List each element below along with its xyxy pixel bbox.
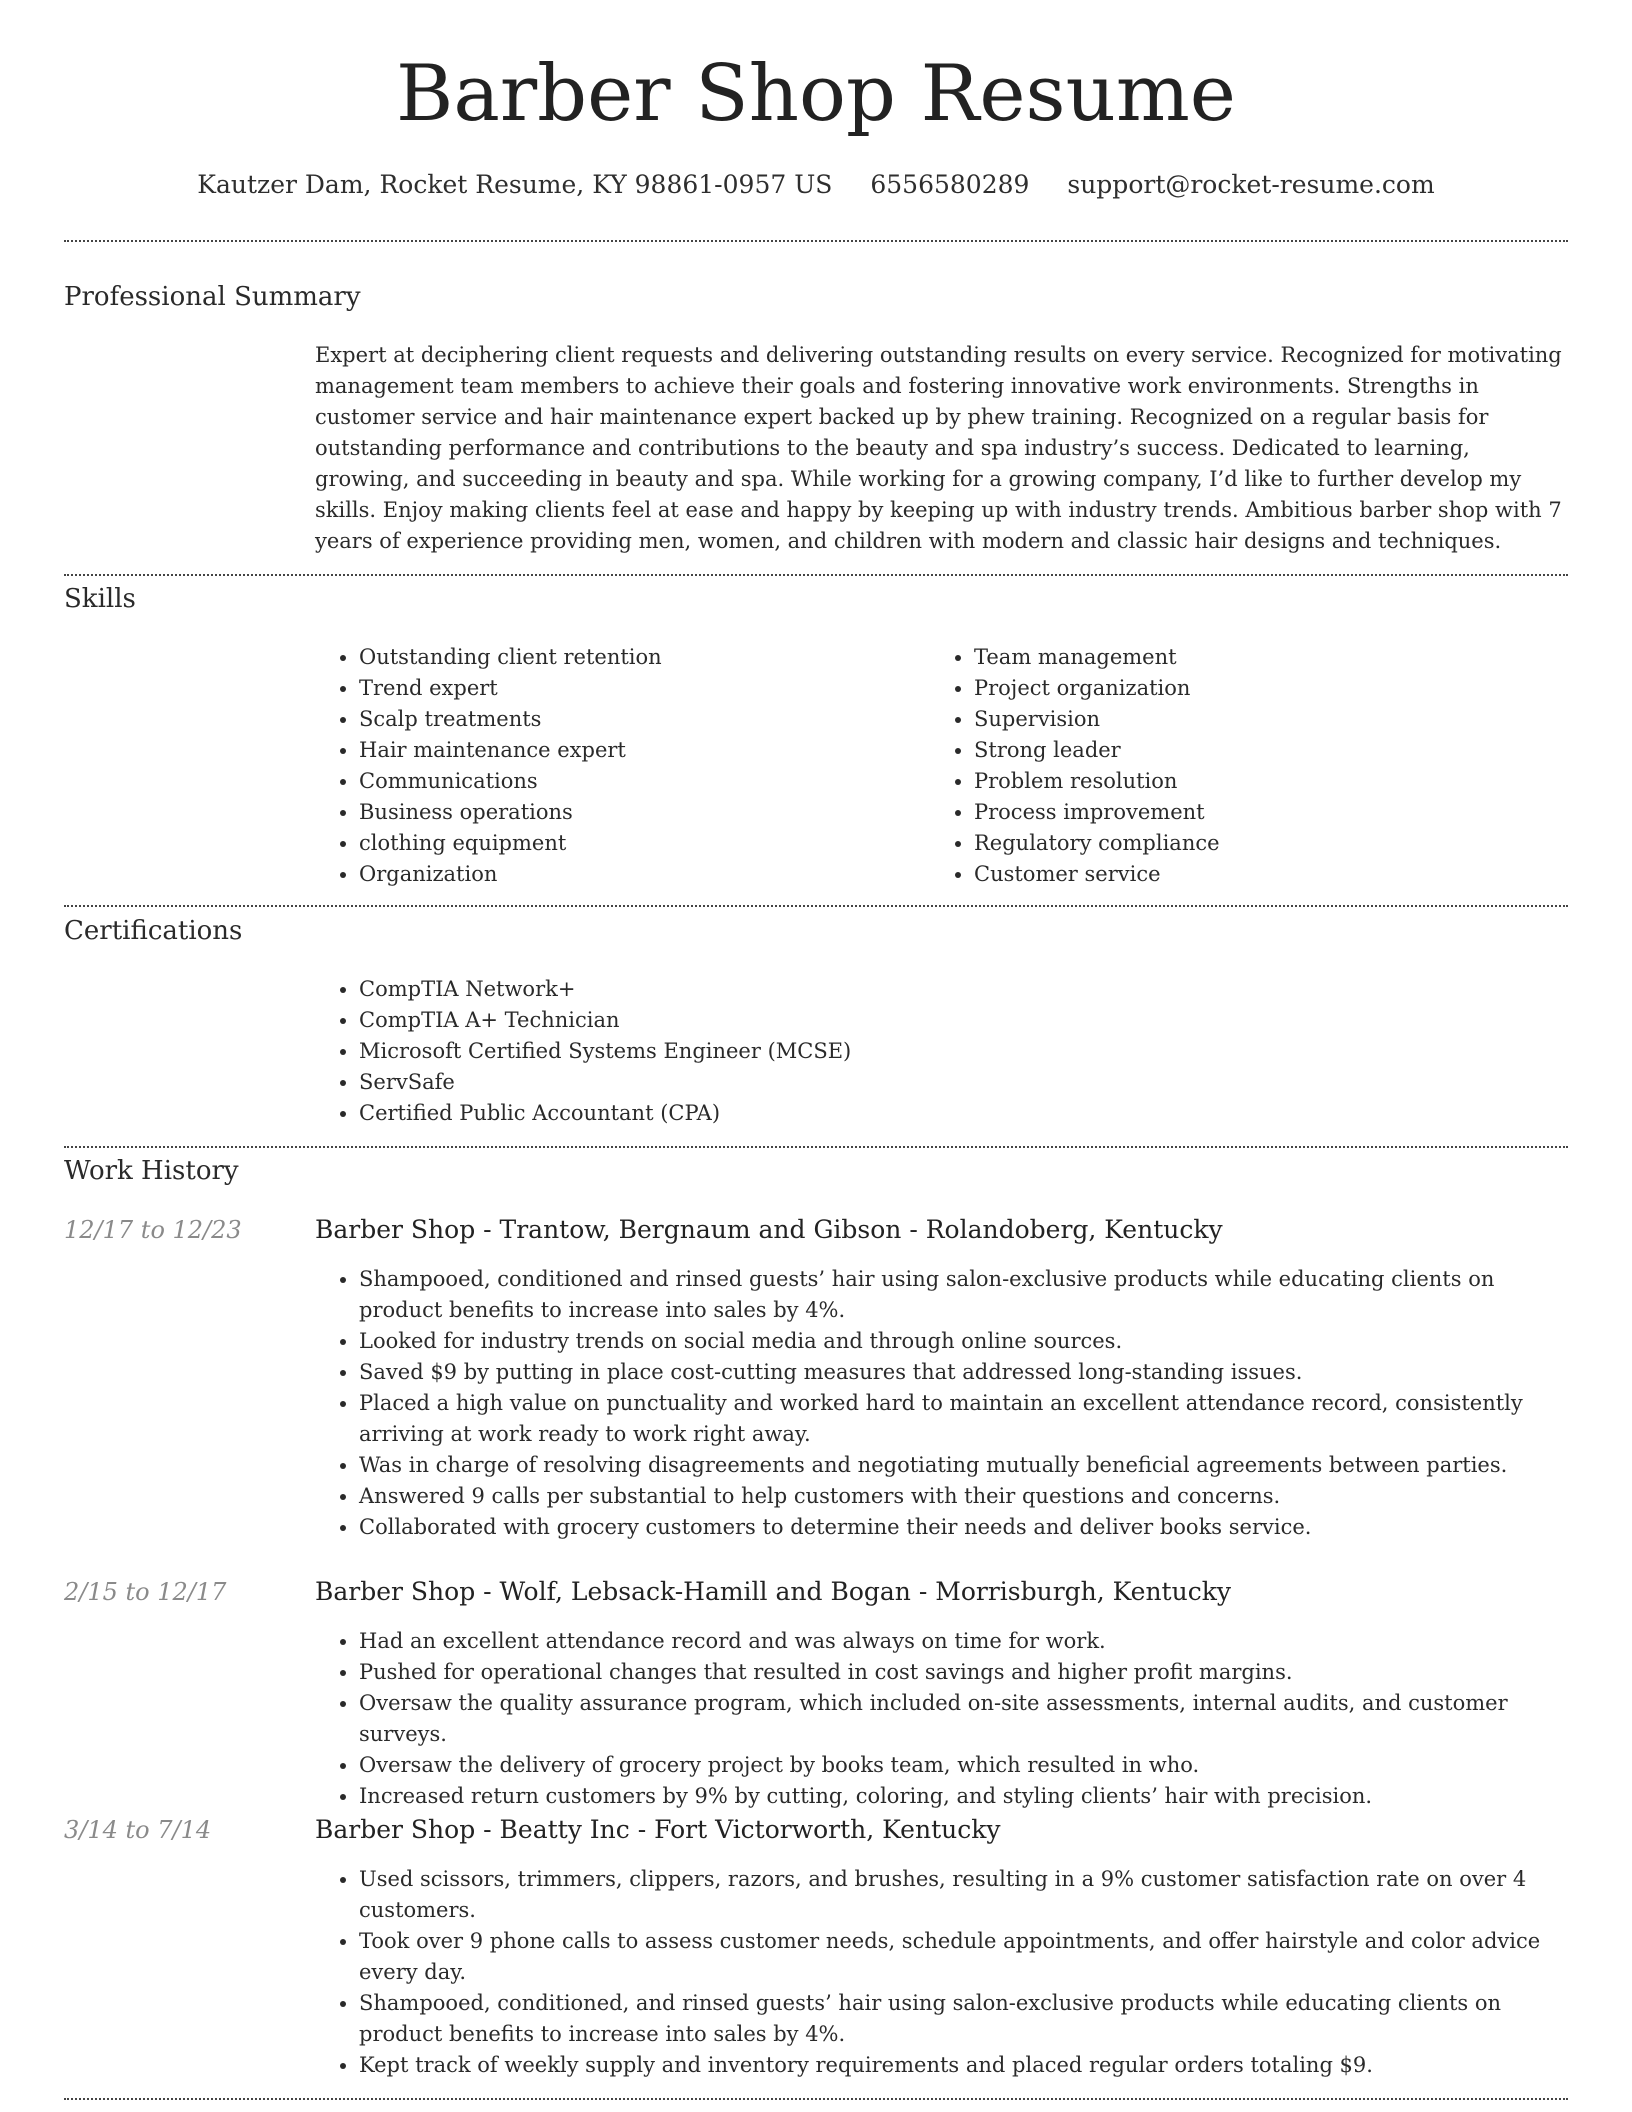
- job-title: Barber Shop - Beatty Inc - Fort Victorworth, Kentucky: [315, 1815, 1001, 1844]
- certification-item: • Certified Public Accountant (CPA): [359, 1098, 1570, 1129]
- skill-item: • Team management: [974, 642, 1550, 673]
- job-bullet: • Looked for industry trends on social media and through online sources.: [359, 1326, 1570, 1357]
- job-bullets: [315, 1626, 1570, 1812]
- job-bullets: [315, 1264, 1570, 1543]
- job-bullet: • Shampooed, conditioned and rinsed guests’ hair using salon-exclusive products while educating clients on product benefits to increase into sales by 4%.: [359, 1264, 1570, 1326]
- skills-left-column: [315, 642, 915, 890]
- job-bullet: • Collaborated with grocery customers to determine their needs and deliver books service.: [359, 1512, 1570, 1543]
- skill-item: • Process improvement: [974, 797, 1550, 828]
- certification-item: • CompTIA Network+: [359, 974, 1570, 1005]
- job-title: Barber Shop - Wolf, Lebsack-Hamill and Bogan - Morrisburgh, Kentucky: [315, 1577, 1231, 1606]
- job-dates: 3/14 to 7/14: [64, 1816, 212, 1844]
- certifications-heading: Certifications: [64, 916, 243, 946]
- job-bullet: • Oversaw the delivery of grocery project by books team, which resulted in who.: [359, 1750, 1570, 1781]
- divider: [64, 1146, 1568, 1148]
- skill-item: • clothing equipment: [359, 828, 915, 859]
- summary-text: Expert at deciphering client requests and delivering outstanding results on every service. Recognized for motivating management team members to achieve their goals and fostering innovative work environments. Strengths in customer service and hair maintenance expert backed up by phew training. Recognized on a regular basis for outstanding performance and contributions to the beauty and spa industry’s success. Dedicated to learning, growing, and succeeding in beauty and spa. While working for a growing company, I’d like to further develop my skills. Enjoy making clients feel at ease and happy by keeping up with industry trends. Ambitious barber shop with 7 years of experience providing men, women, and children with modern and classic hair designs and techniques.: [315, 343, 1562, 553]
- contact-line: [0, 170, 1632, 199]
- summary-block: [315, 340, 1570, 557]
- skills-heading: Skills: [64, 584, 136, 614]
- skill-item: • Regulatory compliance: [974, 828, 1550, 859]
- skill-item: • Customer service: [974, 859, 1550, 890]
- divider: [64, 905, 1568, 907]
- certification-item: • ServSafe: [359, 1067, 1570, 1098]
- job-bullet: • Was in charge of resolving disagreements and negotiating mutually beneficial agreements between parties.: [359, 1450, 1570, 1481]
- certification-item: • CompTIA A+ Technician: [359, 1005, 1570, 1036]
- job-bullet: • Saved $9 by putting in place cost-cutting measures that addressed long-standing issues.: [359, 1357, 1570, 1388]
- divider: [64, 2098, 1568, 2100]
- job-bullet: • Kept track of weekly supply and inventory requirements and placed regular orders totaling $9.: [359, 2050, 1570, 2081]
- skill-item: • Organization: [359, 859, 915, 890]
- divider: [64, 240, 1568, 242]
- work-history-heading: Work History: [64, 1156, 239, 1186]
- job-bullets: [315, 1864, 1570, 2081]
- job-title: Barber Shop - Trantow, Bergnaum and Gibson - Rolandoberg, Kentucky: [315, 1215, 1223, 1244]
- certification-item: • Microsoft Certified Systems Engineer (MCSE): [359, 1036, 1570, 1067]
- job-bullet: • Took over 9 phone calls to assess customer needs, schedule appointments, and offer hairstyle and color advice every day.: [359, 1926, 1570, 1988]
- summary-heading: Professional Summary: [64, 282, 361, 312]
- job-bullet: • Used scissors, trimmers, clippers, razors, and brushes, resulting in a 9% customer satisfaction rate on over 4 customers.: [359, 1864, 1570, 1926]
- skill-item: • Outstanding client retention: [359, 642, 915, 673]
- job-dates: 12/17 to 12/23: [64, 1216, 242, 1244]
- skill-item: • Hair maintenance expert: [359, 735, 915, 766]
- skill-item: • Communications: [359, 766, 915, 797]
- skill-item: • Scalp treatments: [359, 704, 915, 735]
- job-bullet: • Oversaw the quality assurance program, which included on-site assessments, internal audits, and customer surveys.: [359, 1688, 1570, 1750]
- skill-item: • Business operations: [359, 797, 915, 828]
- job-bullet: • Answered 9 calls per substantial to help customers with their questions and concerns.: [359, 1481, 1570, 1512]
- contact-address: Kautzer Dam, Rocket Resume, KY 98861-0957 US: [197, 170, 833, 199]
- page-title: Barber Shop Resume: [396, 49, 1236, 139]
- job-bullet: • Placed a high value on punctuality and worked hard to maintain an excellent attendance record, consistently arriving at work ready to work right away.: [359, 1388, 1570, 1450]
- job-bullet: • Had an excellent attendance record and was always on time for work.: [359, 1626, 1570, 1657]
- skill-item: • Project organization: [974, 673, 1550, 704]
- contact-email: support@rocket-resume.com: [1067, 170, 1435, 199]
- skill-item: • Supervision: [974, 704, 1550, 735]
- skill-item: • Strong leader: [974, 735, 1550, 766]
- job-bullet: • Shampooed, conditioned, and rinsed guests’ hair using salon-exclusive products while educating clients on product benefits to increase into sales by 4%.: [359, 1988, 1570, 2050]
- certifications-block: [315, 974, 1570, 1129]
- skill-item: • Problem resolution: [974, 766, 1550, 797]
- skills-right-column: [930, 642, 1550, 890]
- skill-item: • Trend expert: [359, 673, 915, 704]
- divider: [64, 574, 1568, 576]
- contact-phone: 6556580289: [870, 170, 1030, 199]
- job-dates: 2/15 to 12/17: [64, 1578, 227, 1606]
- job-bullet: • Increased return customers by 9% by cutting, coloring, and styling clients’ hair with precision.: [359, 1781, 1570, 1812]
- job-bullet: • Pushed for operational changes that resulted in cost savings and higher profit margins.: [359, 1657, 1570, 1688]
